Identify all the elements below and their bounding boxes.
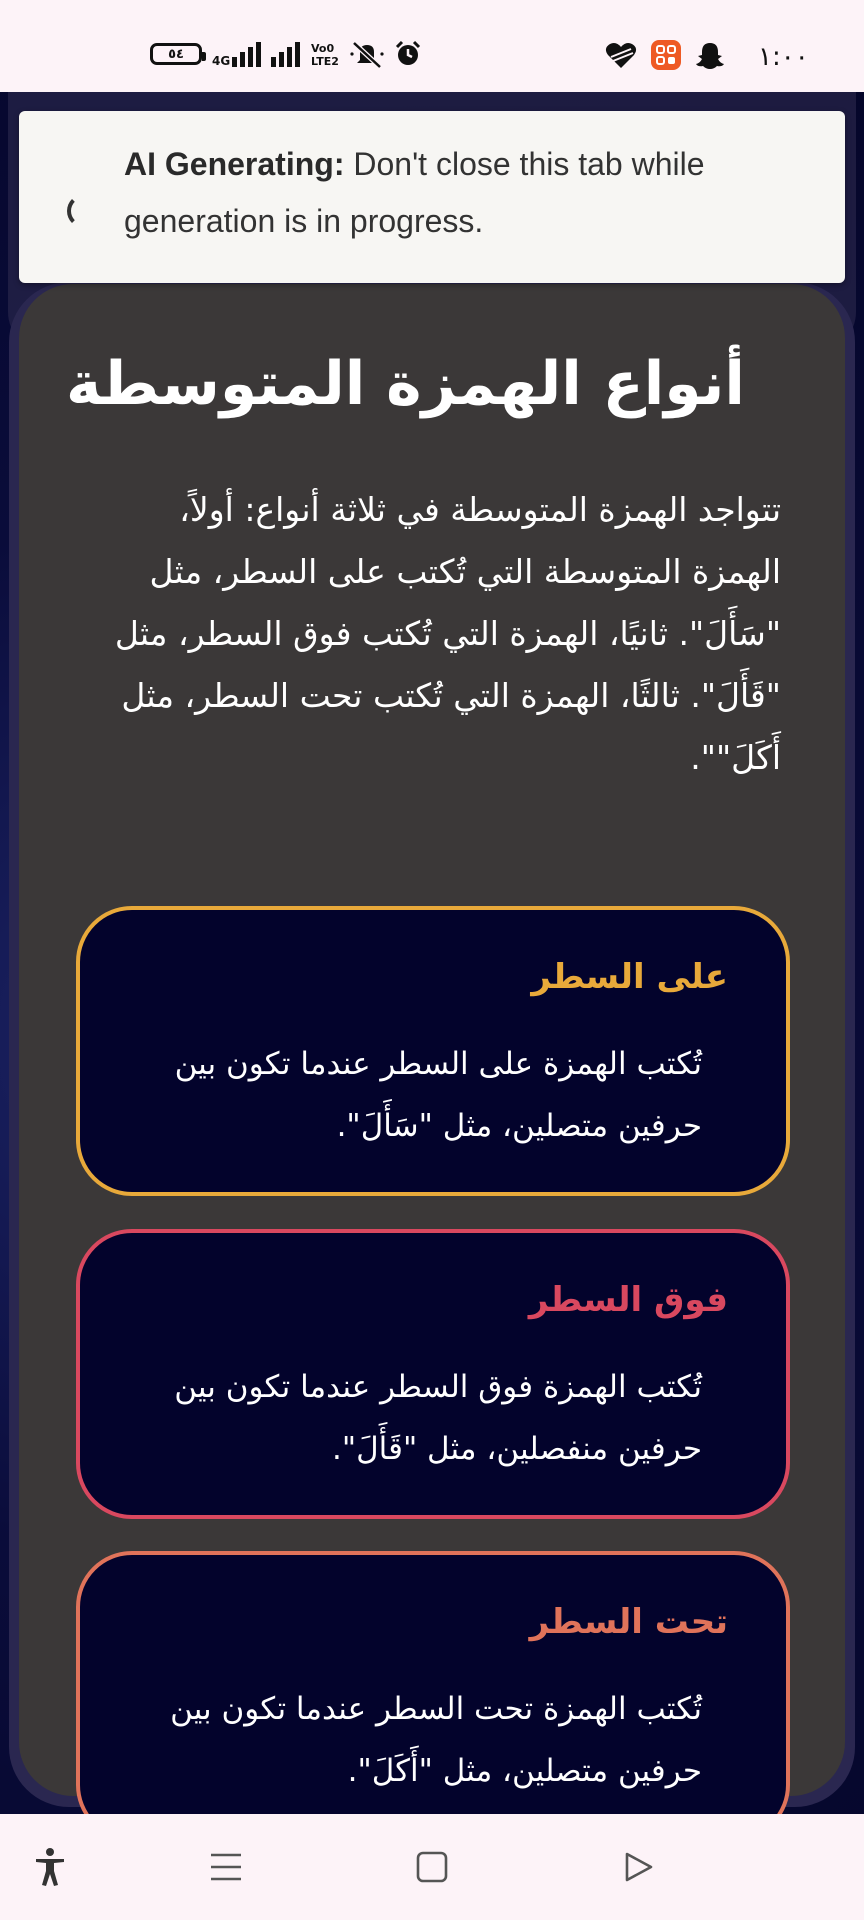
- snapchat-icon: [695, 40, 725, 70]
- back-icon: [621, 1850, 655, 1884]
- recent-apps-icon: [209, 1851, 243, 1883]
- section-title: على السطر: [531, 957, 728, 997]
- section-title: فوق السطر: [528, 1280, 728, 1320]
- section-body: تُكتب الهمزة تحت السطر عندما تكون بين حرفين متصلين، مثل "أَكَلَ".: [170, 1691, 702, 1789]
- card-title: أنواع الهمزة المتوسطة: [66, 349, 745, 419]
- signal-icon: [212, 41, 261, 67]
- app-area: [0, 92, 864, 1814]
- recent-apps-button[interactable]: [203, 1844, 249, 1890]
- section-above-line: [76, 1229, 790, 1519]
- section-below-line: [76, 1551, 790, 1814]
- home-icon: [415, 1850, 449, 1884]
- mute-icon: [350, 40, 384, 68]
- section-title: تحت السطر: [529, 1602, 728, 1642]
- main-card: [19, 284, 845, 1796]
- accessibility-button[interactable]: [27, 1844, 73, 1890]
- accessibility-icon: [33, 1847, 67, 1887]
- loading-spinner-icon: [67, 194, 101, 228]
- navigation-bar: [0, 1814, 864, 1920]
- section-on-line: [76, 906, 790, 1196]
- signal-icon: [271, 41, 300, 67]
- card-intro: تتواجد الهمزة المتوسطة في ثلاثة أنواع: أولاً، الهمزة المتوسطة التي تُكتب على السطر، مثل "سَأَلَ". ثانيًا، الهمزة التي تُكتب فوق السطر، مثل "قَأَلَ". ثالثًا، الهمزة التي تُكتب تحت السطر، مثل أَكَلَ"".: [114, 490, 781, 777]
- section-body: تُكتب الهمزة على السطر عندما تكون بين حرفين متصلين، مثل "سَأَلَ".: [174, 1046, 702, 1144]
- app-icon: [651, 40, 681, 70]
- clock: ١:٠٠: [758, 42, 809, 72]
- section-body: تُكتب الهمزة فوق السطر عندما تكون بين حرفين منفصلين، مثل "قَأَلَ".: [174, 1369, 702, 1467]
- notice-label: AI Generating:: [124, 146, 345, 182]
- home-button[interactable]: [409, 1844, 455, 1890]
- alarm-icon: [394, 40, 422, 68]
- generation-notice: [19, 111, 845, 283]
- back-button[interactable]: [615, 1844, 661, 1890]
- notice-text: [124, 136, 814, 250]
- status-bar: [0, 0, 864, 92]
- notice-message: Don't close this tab while generation is in progress.: [124, 146, 705, 239]
- battery-level: ٥٤: [168, 46, 184, 62]
- network-type: 4G: [212, 54, 231, 68]
- svg-text:Vo0: Vo0: [311, 42, 335, 55]
- battery-icon: [150, 43, 202, 65]
- heart-icon: [605, 41, 637, 69]
- svg-text:LTE2: LTE2: [311, 55, 340, 67]
- volte-icon: [310, 41, 340, 67]
